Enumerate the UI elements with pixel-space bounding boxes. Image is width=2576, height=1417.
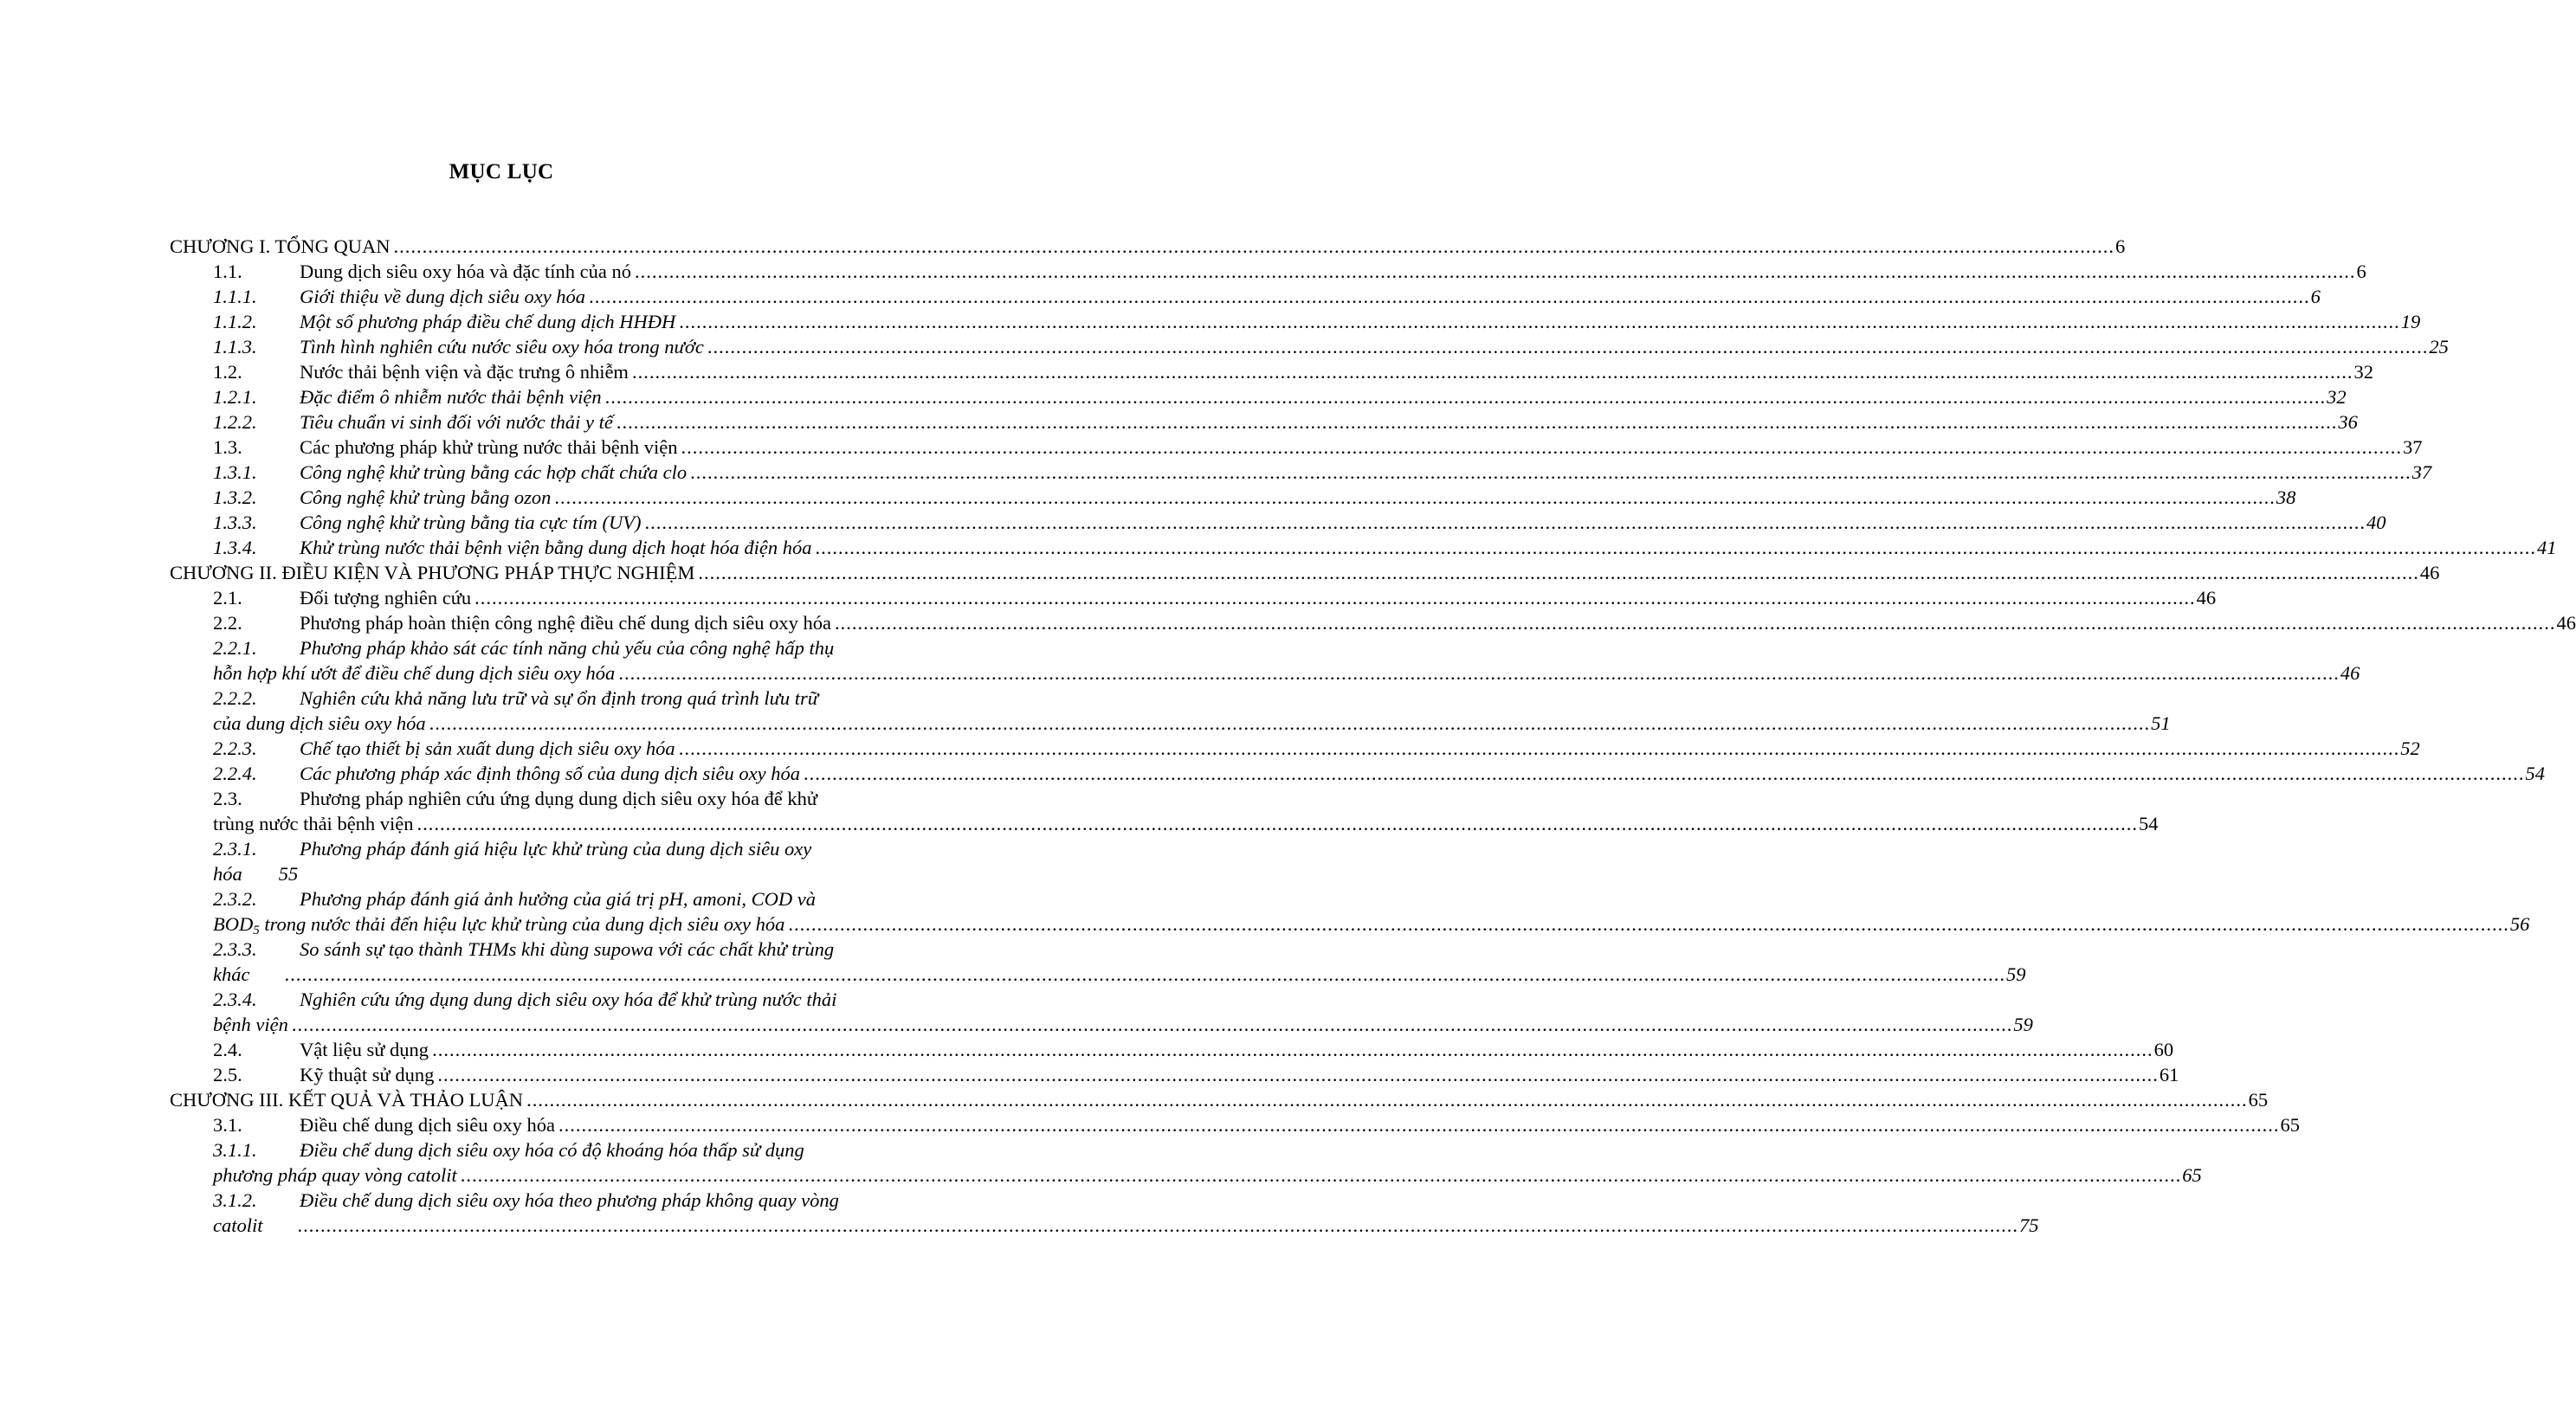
toc-entry-title: Chế tạo thiết bị sản xuất dung dịch siêu oxy hóa	[300, 737, 675, 759]
toc-entry-subscript: 5	[253, 924, 260, 937]
toc-page-number: 6	[2115, 235, 2126, 257]
toc-entry-title: Nghiên cứu khả năng lưu trữ và sự ổn định trong quá trình lưu trữ	[300, 687, 819, 709]
toc-page-number: 65	[2280, 1114, 2300, 1136]
toc-page-number: 51	[2151, 712, 2171, 734]
toc-page-number: 59	[2005, 963, 2026, 985]
toc-entry-number: 2.5.	[213, 1064, 242, 1085]
toc-entry-title: Phương pháp hoàn thiện công nghệ điều chế dung dịch siêu oxy hóa	[300, 612, 831, 634]
toc-entry-title: Điều chế dung dịch siêu oxy hóa có độ khoáng hóa thấp sử dụng	[300, 1139, 804, 1161]
toc-entry	[170, 510, 2386, 535]
toc-page-number: 56	[2509, 913, 2530, 935]
toc-entry-title: CHƯƠNG I. TỔNG QUAN	[170, 235, 391, 257]
toc-entry	[170, 886, 940, 911]
toc-entry-title: Công nghệ khử trùng bằng ozon	[300, 486, 552, 508]
toc-page-number: 37	[2411, 461, 2432, 483]
toc-entry-number: 2.3.1.	[213, 838, 257, 860]
toc-entry-title: Các phương pháp khử trùng nước thải bệnh viện	[300, 436, 678, 458]
toc-entry	[170, 259, 2366, 284]
toc-entry-number: 2.3.4.	[213, 989, 257, 1010]
toc-entry-text	[213, 309, 675, 334]
toc-entry-number: 3.1.2.	[213, 1189, 257, 1211]
toc-leader-dots: ............................................................................................................................................................................................................................................................................................................	[679, 311, 2400, 332]
toc-entry-text	[170, 234, 391, 259]
toc-entry-continuation	[170, 1163, 2202, 1188]
toc-entry-number: 2.2.2.	[213, 687, 257, 709]
toc-entry-continuation	[170, 911, 2530, 937]
toc-entry-title: Các phương pháp xác định thông số của dung dịch siêu oxy hóa	[300, 763, 800, 784]
toc-page-number: 36	[2338, 411, 2358, 433]
toc-entry	[170, 761, 2545, 786]
toc-page-number: 65	[2248, 1089, 2269, 1111]
toc-entry-number: 1.3.	[213, 436, 242, 458]
toc-leader-dots: ............................................................................................................................................................................................................................................................................................................	[707, 336, 2429, 357]
toc-leader-dots: ............................................................................................................................................................................................................................................................................................................	[690, 461, 2411, 483]
toc-entry-text	[213, 510, 642, 535]
toc-entry-title: Vật liệu sử dụng	[300, 1039, 429, 1060]
toc-page-number: 75	[2019, 1214, 2039, 1236]
toc-entry-text	[213, 1139, 804, 1161]
toc-entry-text	[213, 660, 615, 686]
toc-entry	[170, 309, 2421, 334]
toc-entry-title: bệnh viện	[213, 1014, 288, 1035]
toc-entry	[170, 585, 2217, 610]
toc-entry-text	[213, 888, 816, 910]
toc-entry-title: Điều chế dung dịch siêu oxy hóa theo phương pháp không quay vòng	[300, 1189, 839, 1211]
toc-entry-number: 1.1.1.	[213, 286, 257, 307]
toc-entry-text	[213, 535, 812, 560]
table-of-contents	[170, 234, 2576, 1238]
toc-entry	[170, 560, 2440, 585]
toc-entry-text	[213, 1112, 555, 1137]
toc-entry-number: 2.3.3.	[213, 938, 257, 960]
toc-entry-formula: BOD	[213, 913, 254, 935]
toc-leader-dots: ............................................................................................................................................................................................................................................................................................................	[558, 1114, 2280, 1136]
toc-page-number: 37	[2403, 436, 2423, 458]
toc-entry-text	[213, 334, 704, 359]
toc-page-number: 46	[2556, 612, 2576, 634]
toc-entry-text	[213, 736, 675, 761]
toc-entry	[170, 610, 2576, 635]
toc-entry-title: Đặc điểm ô nhiễm nước thải bệnh viện	[300, 386, 602, 408]
toc-leader-dots: ............................................................................................................................................................................................................................................................................................................	[393, 235, 2115, 257]
toc-entry-title: Công nghệ khử trùng bằng tia cực tím (UV)	[300, 512, 642, 533]
toc-entry-text	[170, 560, 694, 585]
toc-leader-dots: ............................................................................................................................................................................................................................................................................................................	[297, 1214, 2018, 1236]
toc-entry-text	[213, 989, 836, 1010]
toc-entry-title: hỗn hợp khí ướt để điều chế dung dịch siêu oxy hóa	[213, 662, 616, 684]
toc-leader-dots: ............................................................................................................................................................................................................................................................................................................	[803, 763, 2525, 784]
toc-entry-title: Nước thải bệnh viện và đặc trưng ô nhiễm	[300, 361, 629, 383]
toc-page-number: 38	[2276, 486, 2296, 508]
toc-entry-text	[213, 838, 811, 860]
toc-leader-dots: ............................................................................................................................................................................................................................................................................................................	[616, 411, 2338, 433]
toc-entry-text	[213, 1037, 429, 1062]
toc-leader-dots: ............................................................................................................................................................................................................................................................................................................	[432, 1039, 2153, 1060]
toc-page-number: 61	[2159, 1064, 2179, 1085]
page-title: MỤC LỤC	[449, 160, 554, 184]
toc-entry-number: 1.3.2.	[213, 486, 257, 508]
toc-entry-text	[170, 1087, 523, 1112]
toc-entry-text	[213, 811, 414, 836]
toc-entry-title: trong nước thải đến hiệu lực khử trùng của dung dịch siêu oxy hóa	[259, 913, 785, 935]
toc-entry-text	[213, 1189, 839, 1211]
toc-entry-text	[213, 687, 818, 709]
toc-entry-text	[213, 761, 800, 786]
toc-leader-dots: ............................................................................................................................................................................................................................................................................................................	[460, 1164, 2182, 1186]
toc-entry-text	[213, 610, 831, 635]
toc-entry	[170, 234, 2126, 259]
toc-entry-text	[213, 259, 631, 284]
toc-leader-dots: ............................................................................................................................................................................................................................................................................................................	[644, 512, 2366, 533]
toc-entry	[170, 686, 940, 711]
toc-page-number: 32	[2327, 386, 2347, 408]
toc-entry-text	[213, 637, 834, 659]
toc-entry-title: Tiêu chuẩn vi sinh đối với nước thải y tế	[300, 411, 613, 433]
toc-page-number: 6	[2310, 286, 2321, 307]
toc-entry-text	[213, 284, 585, 309]
toc-entry-number: 1.2.	[213, 361, 242, 383]
toc-entry-title: Giới thiệu về dung dịch siêu oxy hóa	[300, 286, 586, 307]
toc-page-number: 46	[2419, 562, 2440, 583]
toc-entry-continuation	[170, 811, 2159, 836]
toc-entry-number: 1.1.2.	[213, 311, 257, 332]
toc-entry-text	[213, 359, 629, 384]
toc-page-number: 54	[2525, 763, 2545, 784]
toc-leader-dots: ............................................................................................................................................................................................................................................................................................................	[284, 963, 2005, 985]
toc-entry-title: phương pháp quay vòng catolit	[213, 1164, 457, 1186]
toc-entry-title: của dung dịch siêu oxy hóa	[213, 712, 426, 734]
toc-page-number: 6	[2356, 261, 2366, 282]
toc-entry-number: 2.2.1.	[213, 637, 257, 659]
toc-entry-continuation	[170, 861, 940, 886]
toc-entry-continuation	[170, 1012, 2033, 1037]
toc-leader-dots: ............................................................................................................................................................................................................................................................................................................	[815, 537, 2536, 558]
toc-leader-dots: ............................................................................................................................................................................................................................................................................................................	[681, 436, 2403, 458]
toc-entry-title: Dung dịch siêu oxy hóa và đặc tính của nó	[300, 261, 632, 282]
toc-entry-number: 1.3.4.	[213, 537, 257, 558]
toc-page-number: 19	[2400, 311, 2421, 332]
toc-leader-dots: ............................................................................................................................................................................................................................................................................................................	[429, 712, 2151, 734]
toc-leader-dots: ............................................................................................................................................................................................................................................................................................................	[475, 587, 2196, 609]
toc-entry-continuation	[170, 660, 2360, 686]
toc-entry-number: 3.1.	[213, 1114, 242, 1136]
toc-leader-dots: ............................................................................................................................................................................................................................................................................................................	[291, 1014, 2013, 1035]
toc-entry	[170, 937, 940, 962]
toc-entry-number: 2.3.2.	[213, 888, 257, 910]
toc-entry	[170, 384, 2347, 409]
toc-entry-number: 1.3.1.	[213, 461, 257, 483]
toc-entry-text	[213, 1062, 434, 1087]
toc-entry-title: trùng nước thải bệnh viện	[213, 813, 414, 834]
toc-leader-dots: ............................................................................................................................................................................................................................................................................................................	[631, 361, 2353, 383]
toc-entry-title: Phương pháp khảo sát các tính năng chủ yếu của công nghệ hấp thụ	[300, 637, 835, 659]
toc-page-number: 55	[278, 863, 299, 885]
toc-entry-title: Phương pháp đánh giá hiệu lực khử trùng của dung dịch siêu oxy	[300, 838, 812, 860]
toc-page-number: 54	[2139, 813, 2159, 834]
toc-entry	[170, 334, 2449, 359]
toc-page-number: 52	[2400, 737, 2420, 759]
toc-entry	[170, 836, 940, 861]
toc-entry-text	[213, 1012, 288, 1037]
toc-page-number: 41	[2537, 537, 2557, 558]
toc-entry	[170, 284, 2321, 309]
toc-entry-title: khác	[213, 963, 250, 985]
toc-entry-number: 2.2.3.	[213, 737, 257, 759]
toc-page-number: 32	[2353, 361, 2373, 383]
toc-entry-text	[213, 585, 471, 610]
toc-page-number: 65	[2182, 1164, 2202, 1186]
toc-entry-continuation	[170, 1213, 2039, 1238]
toc-entry	[170, 736, 2420, 761]
toc-entry-text	[213, 1163, 457, 1188]
toc-entry-text	[213, 435, 678, 460]
toc-entry-number: 1.2.2.	[213, 411, 257, 433]
toc-entry-title: Phương pháp đánh giá ảnh hưởng của giá trị pH, amoni, COD và	[300, 888, 817, 910]
toc-entry-text	[213, 711, 426, 736]
toc-entry	[170, 485, 2296, 510]
toc-entry	[170, 987, 940, 1012]
toc-entry	[170, 786, 940, 811]
toc-leader-dots: ............................................................................................................................................................................................................................................................................................................	[554, 486, 2276, 508]
toc-entry-title: Tình hình nghiên cứu nước siêu oxy hóa trong nước	[300, 336, 704, 357]
toc-entry-title: catolit	[213, 1214, 263, 1236]
toc-entry-title: Công nghệ khử trùng bằng các hợp chất chứa clo	[300, 461, 688, 483]
toc-entry-number: 1.1.	[213, 261, 242, 282]
toc-page-number: 25	[2429, 336, 2449, 357]
toc-page-number: 60	[2153, 1039, 2174, 1060]
toc-entry-number: 2.1.	[213, 587, 242, 609]
toc-entry	[170, 1062, 2179, 1087]
toc-entry-title: So sánh sự tạo thành THMs khi dùng supowa với các chất khử trùng	[300, 938, 835, 960]
toc-leader-dots: ............................................................................................................................................................................................................................................................................................................	[618, 662, 2340, 684]
toc-entry-title: Điều chế dung dịch siêu oxy hóa	[300, 1114, 555, 1136]
toc-entry-title: CHƯƠNG II. ĐIỀU KIỆN VÀ PHƯƠNG PHÁP THỰC NGHIỆM	[170, 562, 695, 583]
toc-entry	[170, 359, 2373, 384]
toc-entry-text	[213, 409, 613, 435]
toc-entry-text	[213, 384, 602, 409]
toc-leader-dots: ............................................................................................................................................................................................................................................................................................................	[834, 612, 2556, 634]
toc-leader-dots: ............................................................................................................................................................................................................................................................................................................	[589, 286, 2310, 307]
toc-entry-text	[213, 460, 687, 485]
toc-entry	[170, 435, 2423, 460]
toc-leader-dots: ............................................................................................................................................................................................................................................................................................................	[788, 913, 2509, 935]
toc-entry-title: CHƯƠNG III. KẾT QUẢ VÀ THẢO LUẬN	[170, 1089, 524, 1111]
toc-leader-dots: ............................................................................................................................................................................................................................................................................................................	[635, 261, 2356, 282]
toc-entry	[170, 535, 2557, 560]
toc-entry-number: 2.2.	[213, 612, 242, 634]
toc-entry-text	[213, 938, 834, 960]
toc-entry-number: 1.3.3.	[213, 512, 257, 533]
toc-entry-text	[213, 962, 249, 987]
toc-leader-dots: ............................................................................................................................................................................................................................................................................................................	[678, 737, 2400, 759]
toc-entry	[170, 1112, 2300, 1137]
toc-entry	[170, 1037, 2174, 1062]
toc-entry-number: 2.4.	[213, 1039, 242, 1060]
toc-entry-number: 3.1.1.	[213, 1139, 257, 1161]
toc-entry	[170, 409, 2358, 435]
toc-entry-title: Nghiên cứu ứng dụng dung dịch siêu oxy hóa để khử trùng nước thải	[300, 989, 837, 1010]
toc-entry-continuation	[170, 711, 2171, 736]
toc-entry-title: Phương pháp nghiên cứu ứng dụng dung dịch siêu oxy hóa để khử	[300, 788, 818, 809]
toc-entry	[170, 1137, 940, 1163]
toc-page-number: 46	[2196, 587, 2217, 609]
toc-leader-dots: ............................................................................................................................................................................................................................................................................................................	[526, 1089, 2248, 1111]
toc-entry-number: 2.2.4.	[213, 763, 257, 784]
toc-page-number: 40	[2366, 512, 2386, 533]
toc-entry-title: Đối tượng nghiên cứu	[300, 587, 472, 609]
toc-leader-dots: ............................................................................................................................................................................................................................................................................................................	[604, 386, 2327, 408]
toc-entry-title: Khử trùng nước thải bệnh viện bằng dung dịch hoạt hóa điện hóa	[300, 537, 812, 558]
toc-entry-text	[213, 1213, 263, 1238]
toc-entry-number: 1.1.3.	[213, 336, 257, 357]
toc-entry	[170, 1188, 940, 1213]
toc-entry	[170, 1087, 2269, 1112]
toc-entry-text	[213, 485, 551, 510]
toc-entry-title: Một số phương pháp điều chế dung dịch HHĐH	[300, 311, 676, 332]
toc-entry-text	[213, 861, 242, 886]
toc-leader-dots: ............................................................................................................................................................................................................................................................................................................	[416, 813, 2139, 834]
toc-entry	[170, 635, 940, 660]
toc-leader-dots: ............................................................................................................................................................................................................................................................................................................	[437, 1064, 2159, 1085]
toc-entry-continuation	[170, 962, 2026, 987]
toc-entry-title: Kỹ thuật sử dụng	[300, 1064, 435, 1085]
toc-page-number: 46	[2340, 662, 2360, 684]
toc-entry-number: 2.3.	[213, 788, 242, 809]
toc-entry-number: 1.2.1.	[213, 386, 257, 408]
toc-page-number: 59	[2013, 1014, 2033, 1035]
toc-entry-title: hóa	[213, 863, 242, 885]
toc-leader-dots: ............................................................................................................................................................................................................................................................................................................	[698, 562, 2419, 583]
toc-entry	[170, 460, 2432, 485]
toc-entry-text	[213, 788, 817, 809]
